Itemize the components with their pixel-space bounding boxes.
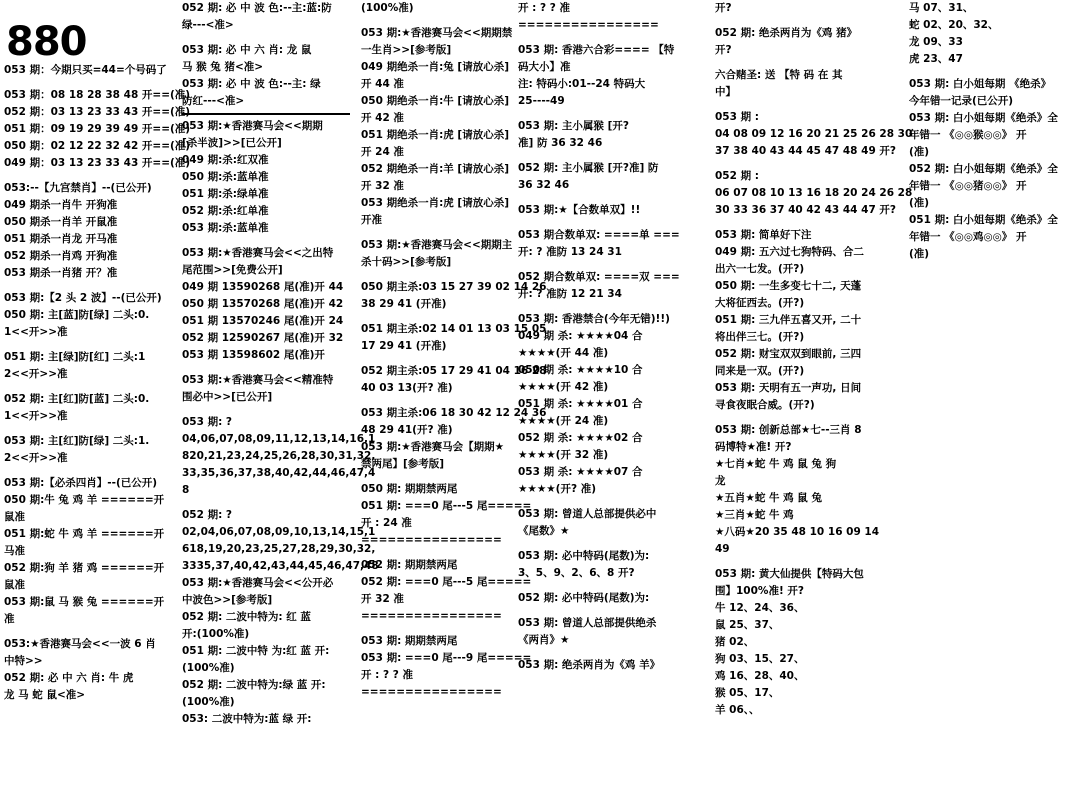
text-line: 禁两尾】[参考版] xyxy=(361,458,445,470)
text-line: 053 期: 简单好下注 xyxy=(715,229,812,241)
text-line: 马 猴 兔 猪<准> xyxy=(182,61,264,73)
spacer xyxy=(518,34,688,42)
text-line: 053 期：今期只买=44=个号码了 xyxy=(4,64,167,76)
text-line: 中特>> xyxy=(4,655,43,667)
text-line: 37 38 40 43 44 45 47 48 49 开? xyxy=(715,145,896,157)
spacer xyxy=(361,549,521,557)
text-line: 17 29 41 (开准) xyxy=(361,340,447,352)
text-line: 052 期: 绝杀两肖为《鸡 猪》 xyxy=(715,27,858,39)
spacer xyxy=(518,219,688,227)
text-line: 准 xyxy=(4,613,15,625)
text-line: 053 期:★【合数单双】!! xyxy=(518,204,641,216)
text-line: 053 期: 绝杀两肖为《鸡 羊》 xyxy=(518,659,661,671)
text-line: 050 期 13570268 尾(准)开 42 xyxy=(182,298,344,310)
text-line: 051 期:蛇 牛 鸡 羊 ======开 xyxy=(4,528,165,540)
text-line: 羊 06、、 xyxy=(715,704,760,716)
text-line: 36 32 46 xyxy=(518,179,570,191)
spacer xyxy=(909,68,1079,76)
text-line: 053 期:★香港赛马会<<期期 xyxy=(182,120,323,132)
text-line: 053 期: 天明有五一声功, 日间 xyxy=(715,382,862,394)
text-line: 开? xyxy=(715,44,732,56)
text-line: 053 期: ? xyxy=(182,416,233,428)
text-line: 050 期主杀:03 15 27 39 02 14 26 xyxy=(361,281,547,293)
text-line: 一生肖>>[参考版] xyxy=(361,44,452,56)
text-line: 052 期: 二波中特为: 红 蓝 xyxy=(182,611,311,623)
spacer xyxy=(518,261,688,269)
text-line: 牛 12、24、36、 xyxy=(715,602,805,614)
text-line: 开? xyxy=(715,2,732,14)
text-line: 052 期: 财宝双双到眼前, 三四 xyxy=(715,348,862,360)
text-line: 052 期 : xyxy=(715,170,759,182)
text-line: 开 42 准 xyxy=(361,112,404,124)
spacer xyxy=(182,34,350,42)
column-5 xyxy=(715,0,913,797)
text-line: 大将征西去。(开?) xyxy=(715,297,805,309)
text-line: 053 期: ===0 尾---9 尾===== xyxy=(361,652,532,664)
text-line: 龙 xyxy=(715,475,726,487)
text-line: 053 期: 香港六合彩==== 【特 xyxy=(518,44,675,56)
text-line: 寻食夜眠合威。(开?) xyxy=(715,399,815,411)
text-line: 618,19,20,23,25,27,28,29,30,32, xyxy=(182,543,376,555)
spacer xyxy=(518,110,688,118)
text-line: 开: ? 准防 12 21 34 xyxy=(518,288,622,300)
text-line: 33,35,36,37,38,40,42,44,46,47,4 xyxy=(182,467,376,479)
text-line: 052 期:狗 羊 猪 鸡 ======开 xyxy=(4,562,165,574)
text-line: 鼠准 xyxy=(4,511,25,523)
text-line: 同来是一双。(开?) xyxy=(715,365,805,377)
column-1 xyxy=(4,62,191,797)
text-line: 龙 马 蛇 鼠<准> xyxy=(4,689,86,701)
spacer xyxy=(182,237,350,245)
text-line: 052 期: 白小姐每期《绝杀》全 xyxy=(909,163,1058,175)
text-line: 今年错一记录(已公开) xyxy=(909,95,1014,107)
text-line: 06 07 08 10 13 16 18 20 24 26 28 xyxy=(715,187,913,199)
text-line: 04 08 09 12 16 20 21 25 26 28 30 xyxy=(715,128,913,140)
text-line: ★八码★20 35 48 10 16 09 14 xyxy=(715,526,880,538)
text-line: 053 期:★香港赛马会<<公开必 xyxy=(182,577,334,589)
spacer xyxy=(715,558,885,566)
text-line: 050 期 杀: ★★★★10 合 xyxy=(518,364,643,376)
text-line: 年错一 《◎◎猪◎◎》 开 xyxy=(909,180,1027,192)
text-line: 053 期: 期期禁两尾 xyxy=(361,635,458,647)
text-line: ================ xyxy=(361,610,502,622)
spacer xyxy=(518,582,688,590)
spacer xyxy=(518,303,688,311)
text-line: 053 期 杀: ★★★★07 合 xyxy=(518,466,643,478)
text-line: ★★★★(开 32 准) xyxy=(518,449,609,461)
spacer xyxy=(4,467,164,475)
text-line: 防红---<准> xyxy=(182,95,245,107)
text-line: 053 期:【2 头 2 波】--(已公开) xyxy=(4,292,162,304)
text-line: 049 期 杀: ★★★★04 合 xyxy=(518,330,643,342)
text-line: 053 期: 曾道人总部提供必中 xyxy=(518,508,657,520)
text-line: 050 期: 一生多变七十二, 天蓬 xyxy=(715,280,862,292)
text-line: 051 期 杀: ★★★★01 合 xyxy=(518,398,643,410)
text-line: 02,04,06,07,08,09,10,13,14,15,1 xyxy=(182,526,376,538)
text-line: 049 期:杀:红双准 xyxy=(182,154,269,166)
spacer xyxy=(361,625,521,633)
text-line: 052 期: 主小属猴 [开?准] 防 xyxy=(518,162,659,174)
text-line: 053 期合数单双: ====单 === xyxy=(518,229,680,241)
text-line: 051 期: 主[绿]防[红] 二头:1 xyxy=(4,351,146,363)
text-line: 050 期: 期期禁两尾 xyxy=(361,483,458,495)
spacer xyxy=(361,271,521,279)
spacer xyxy=(715,160,885,168)
text-line: (100%准) xyxy=(182,696,235,708)
text-line: 053 期:★香港赛马会<<期期禁 xyxy=(361,27,513,39)
text-line: 开 32 准 xyxy=(361,180,404,192)
text-line: 053 期:★香港赛马会<<期期主 xyxy=(361,239,513,251)
text-line: 051 期: 二波中特 为:红 蓝 开: xyxy=(182,645,330,657)
text-line: 052 期杀一肖鸡 开狗准 xyxy=(4,250,118,262)
text-line: 052 期：03 13 23 33 43 开==(准) xyxy=(4,106,191,118)
text-line: 051 期:杀:绿单准 xyxy=(182,188,269,200)
text-line: 开 44 准 xyxy=(361,78,404,90)
spacer xyxy=(361,229,521,237)
text-line: 052 期:杀:红单准 xyxy=(182,205,269,217)
text-line: 狗 03、15、27、 xyxy=(715,653,805,665)
text-line: 2<<开>>准 xyxy=(4,368,68,380)
text-line: 053 期杀一肖猪 开？准 xyxy=(4,267,118,279)
spacer xyxy=(182,364,350,372)
text-line: 053:★香港赛马会<<一波 6 肖 xyxy=(4,638,156,650)
text-line: 04,06,07,08,09,11,12,13,14,16,1 xyxy=(182,433,376,445)
text-line: 053 期: 黄大仙提供【特码大包 xyxy=(715,568,864,580)
spacer xyxy=(4,341,164,349)
divider xyxy=(182,113,350,115)
text-line: 052 期主杀:05 17 29 41 04 16 28 xyxy=(361,365,547,377)
text-line: 049 期 13590268 尾(准)开 44 xyxy=(182,281,344,293)
text-line: 杀十码>>[参考版] xyxy=(361,256,452,268)
text-line: ================ xyxy=(518,19,659,31)
text-line: (100%准) xyxy=(182,662,235,674)
text-line: 猴 05、17、 xyxy=(715,687,780,699)
text-line: 1<<开>>准 xyxy=(4,326,68,338)
text-line: ★★★★(开 42 准) xyxy=(518,381,609,393)
text-line: 25----49 xyxy=(518,95,565,107)
spacer xyxy=(715,101,885,109)
text-line: 053 期: 香港禁合(今年无错)!!) xyxy=(518,313,670,325)
text-line: 053:--【九宫禁肖】--(已公开) xyxy=(4,182,152,194)
text-line: 050 期绝杀一肖:牛 [请放心杀] xyxy=(361,95,510,107)
text-line: 1<<开>>准 xyxy=(4,410,68,422)
text-line: 053 期:鼠 马 猴 兔 ======开 xyxy=(4,596,165,608)
text-line: ★★★★(开 44 准) xyxy=(518,347,609,359)
text-line: 053 期: 必 中 波 色:--主: 绿 xyxy=(182,78,321,90)
text-line: 052 期: ? xyxy=(182,509,233,521)
text-line: 053 期:杀:蓝单准 xyxy=(182,222,269,234)
text-line: 鼠准 xyxy=(4,579,25,591)
text-line: (准) xyxy=(909,248,930,260)
text-line: [杀半波]>>[已公开] xyxy=(182,137,282,149)
text-line: 年错一 《◎◎猴◎◎》 开 xyxy=(909,129,1027,141)
spacer xyxy=(518,194,688,202)
text-line: ★★★★(开 24 准) xyxy=(518,415,609,427)
text-line: 049 期：03 13 23 33 43 开==(准) xyxy=(4,157,191,169)
text-line: 052 期绝杀一肖:羊 [请放心杀] xyxy=(361,163,510,175)
text-line: 053 期:★香港赛马会【期期★ xyxy=(361,441,505,453)
text-line: ★五肖★蛇 牛 鸡 鼠 兔 xyxy=(715,492,822,504)
text-line: 052 期: 主[红]防[蓝] 二头:0. xyxy=(4,393,150,405)
spacer xyxy=(4,79,164,87)
text-line: 053 期: 白小姐每期《绝杀》全 xyxy=(909,112,1058,124)
text-line: 中】 xyxy=(715,86,736,98)
spacer xyxy=(518,498,688,506)
text-line: 40 03 13(开? 准) xyxy=(361,382,453,394)
text-line: 48 29 41(开? 准) xyxy=(361,424,453,436)
text-line: 码博特★准! 开? xyxy=(715,441,792,453)
text-line: (100%准) xyxy=(361,2,414,14)
text-line: 051 期绝杀一肖:虎 [请放心杀] xyxy=(361,129,510,141)
text-line: 蛇 02、20、32、 xyxy=(909,19,999,31)
text-line: 820,21,23,24,25,26,28,30,31,32, xyxy=(182,450,376,462)
text-line: 052 期 12590267 尾(准)开 32 xyxy=(182,332,344,344)
spacer xyxy=(361,473,521,481)
text-line: 052 期: 必中特码(尾数)为: xyxy=(518,592,650,604)
spacer xyxy=(4,282,164,290)
spacer xyxy=(4,628,164,636)
text-line: 050 期: 主[蓝]防[绿] 二头:0. xyxy=(4,309,150,321)
text-line: 051 期：09 19 29 39 49 开==(准) xyxy=(4,123,191,135)
spacer xyxy=(715,414,885,422)
text-line: 051 期 13570246 尾(准)开 24 xyxy=(182,315,344,327)
text-line: 开 24 准 xyxy=(361,146,404,158)
text-line: ★三肖★蛇 牛 鸡 xyxy=(715,509,794,521)
text-line: 051 期: ===0 尾---5 尾===== xyxy=(361,500,532,512)
text-line: 码大小】准 xyxy=(518,61,571,73)
text-line: 开 : 24 准 xyxy=(361,517,412,529)
text-line: 开 32 准 xyxy=(361,593,404,605)
text-line: 注: 特码小:01--24 特码大 xyxy=(518,78,646,90)
text-line: 049 期绝杀一肖:兔 [请放心杀] xyxy=(361,61,510,73)
text-line: 六合赌圣: 送 【特 码 在 其 xyxy=(715,69,843,81)
spacer xyxy=(715,59,885,67)
text-line: ★七肖★蛇 牛 鸡 鼠 兔 狗 xyxy=(715,458,837,470)
spacer xyxy=(518,607,688,615)
text-line: 053 期: 白小姐每期 《绝杀》 xyxy=(909,78,1052,90)
text-line: 052 期合数单双: ====双 === xyxy=(518,271,680,283)
text-line: 开 : ? ? 准 xyxy=(361,669,414,681)
text-line: (准) xyxy=(909,146,930,158)
text-line: 将出伴三七。(开?) xyxy=(715,331,805,343)
text-line: 3335,37,40,42,43,44,45,46,47,48 xyxy=(182,560,379,572)
text-line: 猪 02、 xyxy=(715,636,755,648)
text-line: 鼠 25、37、 xyxy=(715,619,780,631)
text-line: 尾范围>>[免费公开] xyxy=(182,264,283,276)
text-line: (准) xyxy=(909,197,930,209)
text-line: 053 期: 曾道人总部提供绝杀 xyxy=(518,617,657,629)
text-line: 051 期: 三九伴五喜又开, 二十 xyxy=(715,314,862,326)
text-line: 052 期 杀: ★★★★02 合 xyxy=(518,432,643,444)
spacer xyxy=(4,425,164,433)
spacer xyxy=(182,406,350,414)
text-line: 49 xyxy=(715,543,730,555)
text-line: 053 期: 必 中 六 肖: 龙 鼠 xyxy=(182,44,312,56)
column-6 xyxy=(909,0,1079,797)
text-line: 出六一七发。(开?) xyxy=(715,263,805,275)
spacer xyxy=(361,355,521,363)
text-line: ================ xyxy=(361,686,502,698)
text-line: 053 期: 主[红]防[绿] 二头:1. xyxy=(4,435,150,447)
text-line: 2<<开>>准 xyxy=(4,452,68,464)
text-line: 虎 23、47 xyxy=(909,53,963,65)
text-line: ================ xyxy=(361,534,502,546)
text-line: 050 期:杀:蓝单准 xyxy=(182,171,269,183)
text-line: 053 期绝杀一肖:虎 [请放心杀] xyxy=(361,197,510,209)
text-line: 052 期: ===0 尾---5 尾===== xyxy=(361,576,532,588)
text-line: 准] 防 36 32 46 xyxy=(518,137,603,149)
text-line: 马准 xyxy=(4,545,25,557)
spacer xyxy=(715,219,885,227)
text-line: 鸡 16、28、40、 xyxy=(715,670,805,682)
column-4 xyxy=(518,0,688,797)
text-line: 《尾数》★ xyxy=(518,525,570,537)
spacer xyxy=(518,649,688,657)
text-line: 052 期: 期期禁两尾 xyxy=(361,559,458,571)
text-line: 围】100%准! 开? xyxy=(715,585,804,597)
text-line: ★★★★(开? 准) xyxy=(518,483,596,495)
text-line: 3、5、9、2、6、8 开? xyxy=(518,567,635,579)
text-line: 050 期：02 12 22 32 42 开==(准) xyxy=(4,140,191,152)
text-line: 051 期: 白小姐每期《绝杀》全 xyxy=(909,214,1058,226)
text-line: 《两肖》★ xyxy=(518,634,570,646)
spacer xyxy=(518,540,688,548)
text-line: 马 07、31、 xyxy=(909,2,974,14)
text-line: 051 期主杀:02 14 01 13 03 15 05 xyxy=(361,323,547,335)
text-line: 中波色>>[参考版] xyxy=(182,594,273,606)
text-line: 053 期 : xyxy=(715,111,759,123)
spacer xyxy=(4,172,164,180)
text-line: 050 期杀一肖羊 开鼠准 xyxy=(4,216,118,228)
text-line: 开 : ? ? 准 xyxy=(518,2,571,14)
spacer xyxy=(518,152,688,160)
text-line: 053 期: 创新总部★七--三肖 8 xyxy=(715,424,862,436)
text-line: 053 期 13598602 尾(准)开 xyxy=(182,349,325,361)
text-line: 053 期: 必中特码(尾数)为: xyxy=(518,550,650,562)
text-line: 绿---<准> xyxy=(182,19,234,31)
text-line: 053 期: 主小属猴 [开? xyxy=(518,120,629,132)
text-line: 052 期: 二波中特为:绿 蓝 开: xyxy=(182,679,326,691)
text-line: 052 期: 必 中 波 色:--主:蓝:防 xyxy=(182,2,332,14)
text-line: 049 期: 五六过七狗特码、合二 xyxy=(715,246,864,258)
text-line: 开:(100%准) xyxy=(182,628,250,640)
spacer xyxy=(182,499,350,507)
text-line: 30 33 36 37 40 42 43 44 47 开? xyxy=(715,204,896,216)
text-line: 053 期:★香港赛马会<<精准特 xyxy=(182,374,334,386)
text-line: 围必中>>[已公开] xyxy=(182,391,273,403)
spacer xyxy=(361,397,521,405)
text-line: 053 期:★香港赛马会<<之出特 xyxy=(182,247,334,259)
text-line: 053 期:【必杀四肖】--(已公开) xyxy=(4,477,158,489)
text-line: 年错一 《◎◎鸡◎◎》 开 xyxy=(909,231,1027,243)
text-line: 8 xyxy=(182,484,190,496)
spacer xyxy=(715,17,885,25)
spacer xyxy=(361,313,521,321)
text-line: 053: 二波中特为:蓝 绿 开: xyxy=(182,713,312,725)
text-line: 龙 09、33 xyxy=(909,36,963,48)
text-line: 38 29 41 (开准) xyxy=(361,298,447,310)
text-line: 052 期: 必 中 六 肖: 牛 虎 xyxy=(4,672,134,684)
text-line: 053 期主杀:06 18 30 42 12 24 36 xyxy=(361,407,547,419)
text-line: 051 期杀一肖龙 开马准 xyxy=(4,233,118,245)
text-line: 开: ? 准防 13 24 31 xyxy=(518,246,622,258)
logo: 880 xyxy=(6,19,87,65)
text-line: 050 期:牛 兔 鸡 羊 ======开 xyxy=(4,494,165,506)
text-line: 049 期杀一肖牛 开狗准 xyxy=(4,199,118,211)
spacer xyxy=(4,383,164,391)
text-line: 053 期：08 18 28 38 48 开==(准) xyxy=(4,89,191,101)
text-line: 开准 xyxy=(361,214,382,226)
spacer xyxy=(361,17,521,25)
